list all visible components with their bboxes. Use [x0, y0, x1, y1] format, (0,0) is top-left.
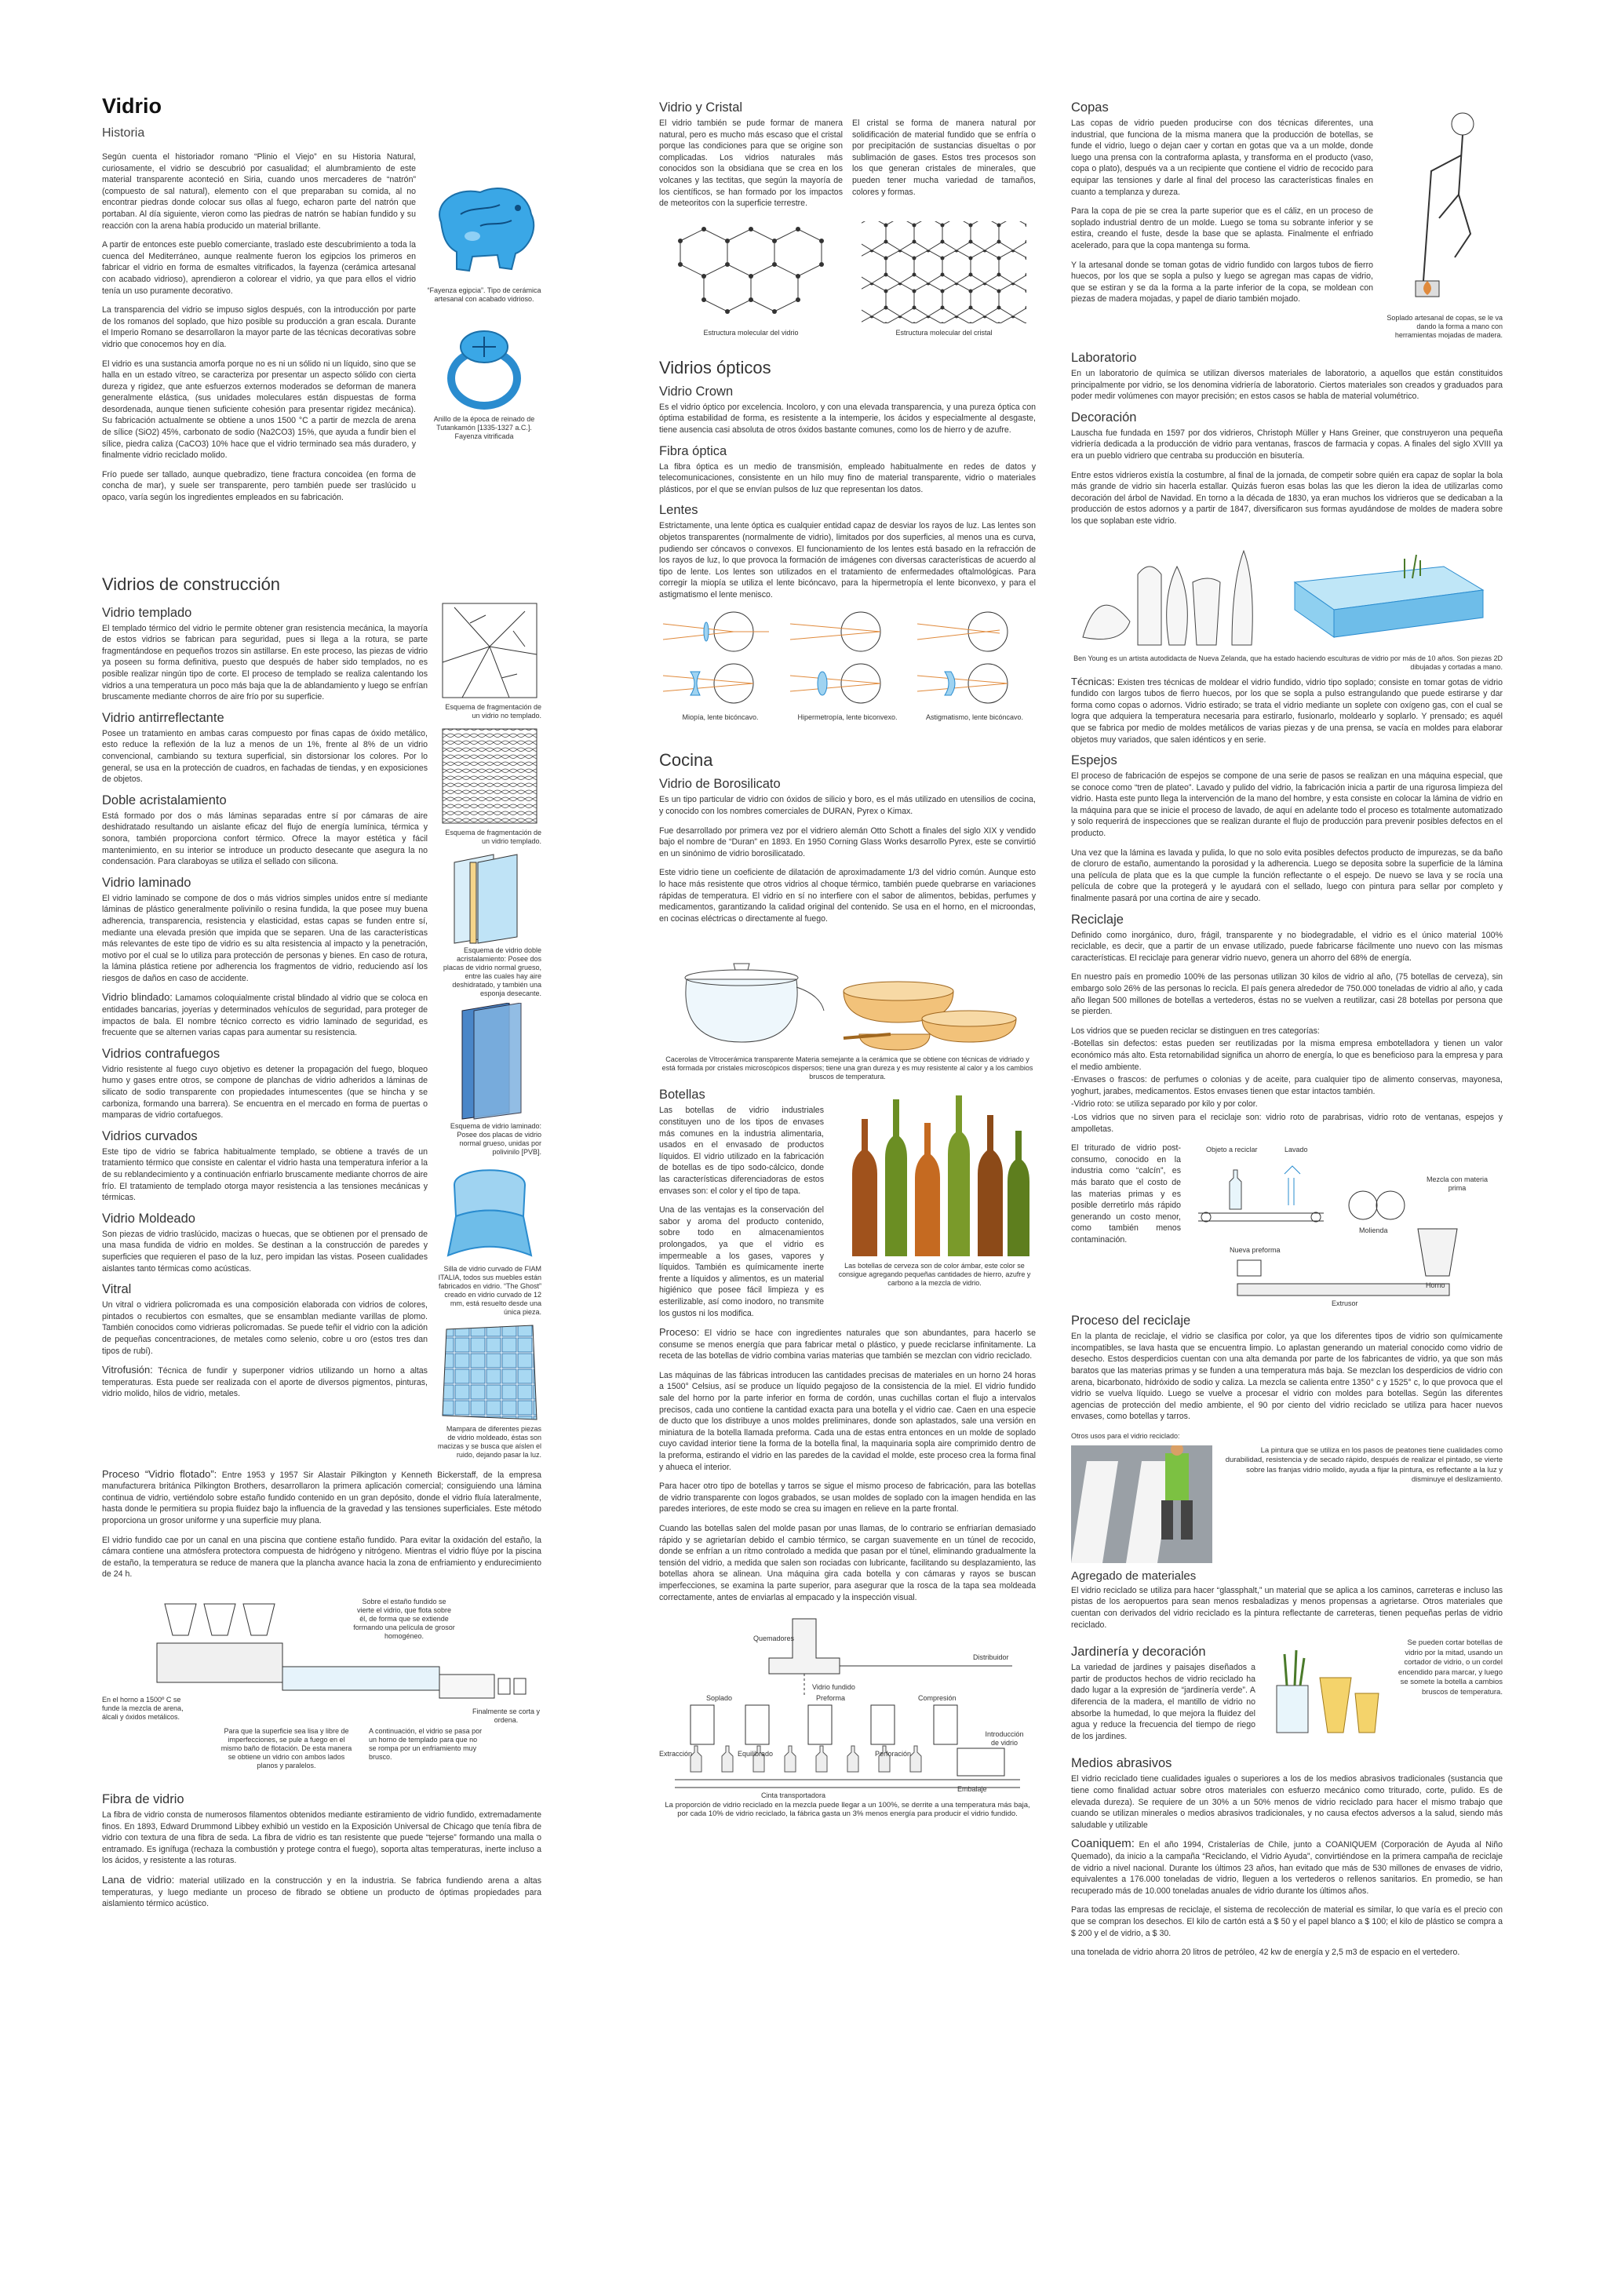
- borosilicate-heading: Vidrio de Borosilicato: [659, 777, 781, 792]
- contrafuegos-text: Vidrio resistente al fuego cuyo objetivo es detener la propagación del fuego, bloqueo humo y gases entre otros, se compone de planchas de vidrio adheridos a láminas de silicato de sodio transparente con propiedades intumescentes (que se hincha y se carboniza, formando una barrera). Se encuentra en el mercado en forma de puertas o mamparas de vidrio cortafuegos.: [102, 1064, 428, 1121]
- caption-bottles: Las botellas de cerveza son de color ámbar, este color se consigue agregando pequeñas cantidades de hierro, azufre y carbono a la mezcla de vidrio.: [838, 1262, 1031, 1288]
- label-washing: Lavado: [1285, 1146, 1308, 1154]
- column-middle: [659, 100, 1036, 1823]
- label-conveyor: Cinta transportadora: [761, 1791, 826, 1800]
- copas-text1: Las copas de vidrio pueden producirse con dos técnicas diferentes, una industrial, que funciona de la misma manera que la producción de botellas, se funde el vidrio, luego o dejan caer y cortan en gotas que va a un molde, donde luego una prensa con la contraforma aplasta, y transforma en el producto (vaso, copa o plato), después va a un recipiente que contiene el vidrio de recocido para equipar las tensiones y darle al final del proceso las características finales en cuanto a templanza y dureza.: [1071, 118, 1373, 197]
- glass-crystal-text-b: El cristal se forma de manera natural por solidificación de material fundido que se enfría o por precipitación de sustancias disueltas o por sublimación de gases. Estos tres procesos son los que generan cristales de minerales, que pueden tener mucha variedad de tamaños, colores y formas.: [852, 118, 1036, 197]
- mirrors-heading: Espejos: [1071, 753, 1117, 768]
- coaniquem-heading: Coaniquem:: [1071, 1837, 1135, 1851]
- process-body: El vidrio se hace con ingredientes naturales que son abundantes, para hacerlo se consume se menos energía que para fabricar metal o plástico, y puede reciclarse infinitamente. La receta de las botellas de vidrio combina varias materias que también se mezclan con vidrio reciclado.: [659, 1328, 1036, 1361]
- label-compression: Compresión: [918, 1694, 957, 1703]
- ghost-chair-illustration: [439, 1161, 541, 1263]
- crown-text: Es el vidrio óptico por excelencia. Incoloro, y con una elevada transparencia, y una pureza óptica con óptima estabilidad de forma, es resistente a la intemperie, los ácidos y especialmente al desgaste, tiene ausencia casi absoluta de otros óxidos bastante comunes, como los de hierro y de azufre.: [659, 402, 1036, 435]
- faience-hippo-illustration: [425, 167, 543, 285]
- float-glass-heading: Proceso “Vidrio flotado”:: [102, 1467, 217, 1480]
- borosilicate-text3: Este vidrio tiene un coeficiente de dilatación de aproximadamente 1/3 del vidrio común. Aunque esto lo hace más resistente que otros vidrios al choque térmico, también puede quebrarse en variaciones rápidas de temperatura. El vidrio en sí no interfiere con el sabor de alimentos, bebidas, perfumes y medicamentos, garantizando la calidad original del contenido. Se usa en el horno, en el microondas, en cocinas eléctricas o directamente al fuego.: [659, 868, 1036, 924]
- caption-fracture2: Esquema de fragmentación de un vidrio templado.: [445, 828, 541, 845]
- blindado-heading: Vidrio blindado:: [102, 991, 173, 1004]
- label-preform: Preforma: [816, 1694, 846, 1703]
- vitral-text: Un vitral o vidriera policromada es una composición elaborada con vidrios de colores, pintados o recubiertos con esmaltes, que se ensamblan mediante varillas de plomo. También conocidos como vidrieras policromadas. Se puede teñir el vidrio con la adición de pequeñas concentraciones, de metales como selenio, cobre u oro (estos tres dan tipos de rubí).: [102, 1300, 428, 1356]
- label-new-preform: Nueva preforma: [1230, 1246, 1281, 1255]
- fracture-untempered-illustration: [439, 600, 541, 702]
- float-label-tin: Sobre el estaño fundido se vierte el vidrio, que flota sobre él, de forma que se extiende formando una película de grosor homogéneo.: [353, 1597, 455, 1640]
- fiberglass-text: La fibra de vidrio consta de numerosos filamentos obtenidos mediante estiramiento de vidrio fundido, extremadamente finos. En 1893, Edward Drummond Libbey exhibió un vestido en la Exposición Universal de Chicago que tenía fibra de vidrio con textura de una fibra de seda. La fibra de vidrio es tan resistente que puede “tejerse” formando una malla o entramado. Es ignífuga (rechaza la combustión y protege contra el fuego), soporta altas temperaturas, inerte incluso a los ácidos, y resistente a las roturas.: [102, 1809, 541, 1866]
- laminated-glass-illustration: [439, 1003, 541, 1121]
- caption-recycled-proportion: La proporción de vidrio reciclado en la mezcla puede llegar a un 100%, se derrite a una temperatura más baja, por cada 10% de vidrio reciclado, la fábrica gasta un 3% menos energía para producir el vidrio fundido.: [665, 1801, 1030, 1819]
- lab-text: En un laboratorio de química se utilizan diversos materiales de laboratorio, a aquellos que están constituidos principalmente por vidrio, se los denomina vidriería de laboratorio. Ciertos materiales son creados y graduados para poder medir volúmenes con mayor precisión; en estos casos se habla de material volumétrico.: [1071, 369, 1503, 402]
- kitchen-heading: Cocina: [659, 750, 713, 771]
- vitral-heading: Vitral: [102, 1282, 132, 1297]
- eye-diagram: [786, 608, 908, 655]
- recycling-drawing: [1190, 1143, 1496, 1307]
- eye-diagram-lens-meniscus: [913, 660, 1035, 707]
- column-left: [102, 94, 541, 1918]
- glassblower-illustration: [1384, 100, 1502, 312]
- label-packaging: Embalaje: [957, 1785, 987, 1794]
- float-glass-text: [102, 1469, 541, 1527]
- float-glass-text2: El vidrio fundido cae por un canal en una piscina que contiene estaño fundido. Para evitar la oxidación del estaño, la cámara contiene una atmósfera protectora compuesta de hidrógeno y nitrógeno. Mientras el vidrio flúye por la piscina de estaño, la temperatura se reduce de manera que la plancha avance hacia la zona de enfriamiento y endurecimiento de 24 h.: [102, 1535, 541, 1580]
- bottles-text1: Las botellas de vidrio industriales constituyen uno de los tipos de envases más comunes en la industria alimentaria, usados en el envasado de productos líquidos. El vidrio utilizado en la fabricación de botellas es de tipo sodo-cálcico, donde las características diferenciadoras de estos envases son: el color y el tipo de tapa.: [659, 1106, 824, 1196]
- recycling-text1: Definido como inorgánico, duro, frágil, transparente y no biodegradable, el vidrio es el único material 100% reciclable, es decir, que a partir de un envase utilizado, puede fabricarse fácilmente uno nuevo con las mismas características. El reciclaje para generar vidrio nuevo, genera un ahorro del 68% de energía.: [1071, 930, 1503, 963]
- caption-ben-young: Ben Young es un artista autodidacta de Nueva Zelanda, que ha estado haciendo esculturas de vidrio por más de 10 años. Son piezas 2D dibujadas y cortadas a mano.: [1073, 654, 1503, 671]
- label-blowing: Soplado: [706, 1694, 733, 1703]
- mirrors-text2: Una vez que la lámina es lavada y pulida, lo que no solo evita posibles defectos producto de impurezas, se da baño de cloruro de estaño, aumentando la porosidad y la adherencia. Luego se deposita sobre la superficie de la lámina una película de plata que es la que cumple la función reflectante o el espejo. De nuevo se lava y se rocía una película de cobre que la protegerá y le ayudará con el sellado, luego con pintura para sellar por completo y finalmente pasará por una cortina de aire y secado.: [1071, 847, 1503, 904]
- glass-crystal-heading: Vidrio y Cristal: [659, 100, 743, 115]
- antirreflectante-text: Posee un tratamiento en ambas caras compuesto por finas capas de óxido metálico, esto reduce la reflexión de la luz a menos de un 1%, frente al 8% de un vidrio convencional, cambiando su textura superficial, sin distorsionar los colores. Por lo general, se usa en la protección de cuadros, en fachadas de tiendas, y en exposiciones de objetos.: [102, 728, 428, 785]
- glass-wool-body: material utilizado en la construcción y en la industria. Se fabrica fundiendo arena a altas temperaturas, y luego mediante un proceso de fibrado se obtiene un producto de óptimas propiedades para aislamiento térmico acústico.: [102, 1875, 541, 1909]
- process-text2: Las máquinas de las fábricas introducen las cantidades precisas de materiales en un horno 24 horas a 1500° Celsius, así se produce un líquido pegajoso de la consistencia de la miel. El vidrio fundido sale del horno por la parte inferior en forma de cordón, unas cuchillas cortan el flujo a intervalos precisos, cada uno contiene la cantidad exacta para una botella y el vidrio cae. Caen en una especie de ducto que los distribuye a unos moldes preliminares, donde son aplastados, sale una versión en miniatura de la botella llamada preforma. Cada una de estas entra entonces en un molde de soplado cuyo cavidad interior tiene la forma de la botella final, la maquinaria sopla aire comprimido dentro de la preforma, estirando el vidrio en las paredes de la cavidad el molde, este proceso crea la forma final y ahueca el interior.: [659, 1370, 1036, 1472]
- pedestrian-paint-caption: La pintura que se utiliza en los pasos de peatones tiene cualidades como durabilidad, resistencia y de secado rápido, después de realizar el pintado, se vierte sobre las franjas vidrio molido, ayuda a fijar la pintura, es reflectante a la luz y disminuye el deslizamiento.: [1225, 1445, 1503, 1485]
- vitrofusion-body: Técnica de fundir y superponer vidrios utilizando un horno a altas temperaturas. Esta puede ser realizada con el aporte de diversos pigmentos, pinturas, vidrio molido, hilos de vidrio, metales.: [102, 1366, 428, 1399]
- eye-diagrams: [659, 608, 1036, 727]
- bottle-cut-caption: Se pueden cortar botellas de vidrio por la mitad, usando un cortador de vidrio, o un cordel encendido para marcar, y luego se somete la botella a cambios bruscos de temperatura.: [1397, 1638, 1503, 1696]
- recycling-heading: Reciclaje: [1071, 912, 1124, 927]
- borosilicate-text2: Fue desarrollado por primera vez por el vidriero alemán Otto Schott a finales del siglo XIX y vendido bajo el nombre de “Duran” en 1893. En 1950 Corning Glass Works desarrollo Pyrex, este se convirtió en un sinónimo de vidrio borosilicatado.: [659, 825, 1036, 858]
- blindado-text: [102, 992, 428, 1038]
- blindado-body: Lamamos coloquialmente cristal blindado al vidrio que se coloca en entidades bancarias, joyerías y determinados vehículos de seguridad, para proteger de impactos de bala. El nombre técnico correcto es vidrio laminado de seguridad, es frecuente que se alternen varias capas para aumentar su resistencia.: [102, 993, 428, 1038]
- copas-text3: Y la artesanal donde se toman gotas de vidrio fundido con largos tubos de fierro huecos, por los que se sopla a pulso y luego se agregan mas capas de vidrio, que se estiran y se da la forma a la parte inferior de la copa, se moldean con piezas de madera mojadas, y papel de diario también mojado.: [1071, 260, 1373, 304]
- fiberglass-heading: Fibra de vidrio: [102, 1791, 184, 1806]
- moldeado-text: Son piezas de vidrio traslúcido, macizas o huecas, que se obtienen por el prensado de una masa fundida de vidrio en moldes. Se destinan a la construcción de paredes y superficies que requieren el paso de la luz, pero impidan las vistas. Poseen cualidades aislantes tanto térmicas como acústicas.: [102, 1229, 428, 1274]
- label-extraction: Extracción: [659, 1750, 693, 1758]
- crown-heading: Vidrio Crown: [659, 384, 734, 399]
- cullet-text: El triturado de vidrio post-consumo, conocido en la industria como “calcín”, es más barato que el costo de las materias primas y es posible derretirlo más rápido generando un costo menor, como también menos contaminación.: [1071, 1143, 1181, 1245]
- savings-text: una tonelada de vidrio ahorra 20 litros de petróleo, 42 kw de energía y 2,5 m3 de espacio en el vertedero.: [1071, 1948, 1460, 1958]
- glass-sculptures-illustration: [1075, 535, 1499, 653]
- history-paragraph: Según cuenta el historiador romano “Plinio el Viejo” en su Historia Natural, curiosamente, el vidrio se descubrió por casualidad; el alumbramiento de este material transparente aconteció en Siria, cuando unos mercaderes de “natrón” (compuesto de sal natural), elemento con el que preparaban su comida, al no encontrar piedras donde colocar sus ollas al fuego, echaron parte del natrón que portaban. Al día siguiente, vieron como las piedras de natrón se habían fundido y su reacción con la arena había producido un material brillante.: [102, 152, 416, 231]
- bottles-heading: Botellas: [659, 1088, 705, 1102]
- laminado-heading: Vidrio laminado: [102, 875, 191, 890]
- techniques-heading: Técnicas:: [1071, 675, 1115, 687]
- recycling-text4: -Botellas sin defectos: estas pueden ser reutilizadas por la misma empresa embotelladora y tienen un valor económico más alto. Esta retornabilidad significa un ahorro de energía, lo que es beneficioso para la empresa y para el medio ambiente.: [1071, 1039, 1503, 1072]
- recycling-process-text: En la planta de reciclaje, el vidrio se clasifica por color, ya que los diferentes tipos de vidrio son químicamente incompatibles, se lava hasta que se encuentra limpio. Lo aplastan generando un material conocido como vidrio de desecho. Estos desperdicios cuentan con una alta demanda por parte de los fabricantes de vidrio, ya que son más baratos que las materias primas y se funden a una temperatura más baja. Se mezclan los desperdicios de vidrio con arena, bicarbonato, hidróxido de sodio y caliza. La mezcla se calienta entre 1350° c y 1525° c, lo que provoca que el vidrio se vuelva líquido. Luego se vuelve a procesar el vidrio con moldes para botellas. Según las diferentes agencias de protección del medio ambiente, el 90 por ciento del vidrio reciclado se utiliza para hacer nuevos envases, como botellas y tarros.: [1071, 1332, 1503, 1422]
- label-distributor: Distribuidor: [973, 1653, 1009, 1662]
- cullet-block: [1071, 1143, 1503, 1307]
- gardening-heading: Jardinería y decoración: [1071, 1645, 1206, 1660]
- history-paragraph: Frío puede ser tallado, aunque quebradizo, tiene fractura concoidea (en forma de concha de mar), y suele ser transparente, pero también puede ser traslúcido u opaco, varía según los ingredientes empleados en su fabricación.: [102, 469, 416, 503]
- glass-wool-heading: Lana de vidrio:: [102, 1873, 175, 1886]
- glass-molecule-illustration: [665, 217, 837, 327]
- techniques-text: [1071, 676, 1503, 746]
- recycling-text6: -Vidrio roto: se utiliza separado por kilo y por color.: [1071, 1099, 1258, 1110]
- recycling-text5: -Envases o frascos: de perfumes o colonias y de aceite, para cualquier tipo de alimento conservas, mayonesa, yoghurt, jarabes, medicamentos. Estos envases tienen que estar intactos también.: [1071, 1075, 1503, 1096]
- caption-glass-block: Mampara de diferentes piezas de vidrio moldeado, éstas son macizas y se busca que aíslen el ruido, dejando pasar la luz.: [437, 1424, 541, 1459]
- aggregate-block: [1071, 1430, 1503, 1585]
- laminado-text: El vidrio laminado se compone de dos o más vidrios simples unidos entre sí mediante láminas de plástico generalmente polivinilo o resina fundida, la que posee muy buena adherencia, transparencia, resistencia y elasticidad, estas capas se funden entre sí, mediante una elevada presión que impida que se separen. Una de las características más relevantes de este tipo de vidrio es su alta resistencia al impacto y la penetración, motivo por el cual se lo utiliza para protección de personas y bienes. En caso de rotura, la lámina plástica retiene por adherencia los fragmentos de vidrio, reduciendo así los riesgos de daños en caso de accidente.: [102, 893, 428, 983]
- mirrors-text1: El proceso de fabricación de espejos se compone de una serie de pasos se realizan en una máquina especial, que se conoce como “tren de plateo”. Lavado y pulido del vidrio, la fabricación inicia a partir de una rigurosa limpieza del vidrio. Hasta este punto llega la intervención de la mano del hombre, y esta consiste en colocar la lámina de vidrio en la máquina para que se inicie el proceso de lavado, de aquí en adelante todo el proceso es totalmente automatizado y solo requerirá de inspecciones que se realizan durante el flujo de producción para prevenir posibles defectos en el producto.: [1071, 771, 1503, 839]
- double-glazing-illustration: [439, 851, 541, 945]
- history-paragraph: La transparencia del vidrio se impuso siglos después, con la introducción por parte de los romanos del soplado, que hizo posible su producción a gran escala. Durante el Imperio Romano se desarrollaron la mayor parte de las técnicas decorativas sobre vidrio que conocemos hoy en día.: [102, 305, 416, 349]
- lab-heading: Laboratorio: [1071, 351, 1137, 365]
- copas-block: [1071, 100, 1503, 344]
- fracture-tempered-illustration: [439, 725, 541, 827]
- history-paragraph: El vidrio es una sustancia amorfa porque no es ni un sólido ni un líquido, sino que se halla en un estado vítreo, se caracteriza por presentar un aspecto sólido con cierta dureza y rigidez, que ante esfuerzos externos moderados se deforman de manera generalmente elástica, (sus unidades moleculares están dispuestas de forma desordenada, aunque tienen suficiente cohesión para presentar rigidez mecánica). Su fabricación actualmente se obtiene a unos 1500 °C a partir de mezcla de arena de sílice (SiO2) 45%, carbonato de sodio (Na2CO3) 15%, que ayuda a fundir bien el sílice, piedra caliza (CaCO3) 10% hace que el vidrio terminado sea más duradero, y finalmente vidrio reciclado molido.: [102, 359, 416, 461]
- copas-text2: Para la copa de pie se crea la parte superior que es el cáliz, en un proceso de soplado industrial dentro de un molde. Luego se toma su sobrante inferior y se estira, creando el fuste, desde la base que se aplasta. Finalmente el enfriado acelerado, para que la copa mantenga su forma.: [1071, 206, 1373, 250]
- eye-diagram: [659, 608, 781, 655]
- bottles-illustration: [836, 1088, 1033, 1260]
- caption-glass-molecule: Estructura molecular del vidrio: [703, 328, 799, 337]
- techniques-body: Existen tres técnicas de moldear el vidrio fundido, vidrio tipo soplado; consiste en tomar gotas de vidrio fundido con largos tubos de fierro huecos, por los que se sopla a pulso estrangulando que puede estirarse y dar forma como copas o adornos. Vidrio estirado; se trata el vidrio mediante un soplete con oxígeno gas, con el cual se logra que adquiera la temperatura necesaria para estirarlo, fusionarlo, moldearlo y soplarlo. Y prensado; es aquél que se fabrica por medio de moldes metálicos de varias piezas y de una prensa, se vacía en moldes para elaborar objetos muy variados, que salen idénticos y en serie.: [1071, 677, 1503, 745]
- curvados-text: Este tipo de vidrio se fabrica habitualmente templado, se obtiene a través de un tratamiento térmico que consiste en calentar el vidrio hasta una temperatura inferior a la de su reblandecimiento y a continuación enfriarlo bruscamente mediante chorros de aire frío. El tratamiento de templado otorga mayor resistencia a las tensiones mecánicas y térmicas.: [102, 1146, 428, 1203]
- abrasives-heading: Medios abrasivos: [1071, 1756, 1172, 1771]
- float-label-temper: A continuación, el vidrio se pasa por un horno de templado para que no se rompa por un enfriamiento muy brusco.: [369, 1726, 483, 1761]
- process-text4: Cuando las botellas salen del molde pasan por unas llamas, de lo contrario se enfriarían demasiado rápido y se agrietarían debido el cambio térmico, se cargan suavemente en un túnel de recocido, donde se enfrían a un ritmo controlado a medida que pasan por el túnel, eliminando gradualmente la tensión del vidrio, a medida que salen son rociadas con lubricante, facilitando su desplazamiento, las botellas ahora se alinean. Una máquina gira cada botella y con cámaras y rayos se buscan imperfecciones, se examina la parte superior, para asegurar que la rosca de la tapa sea moldeada correctamente, antes de enviarlas al empacado y la inspección visual.: [659, 1524, 1036, 1602]
- caption-double-glazing: Esquema de vidrio doble acristalamiento: Posee dos placas de vidrio normal grueso, entre las cuales hay aire deshidratado, y también una esponja desecante.: [443, 946, 541, 997]
- caption-ring: Anillo de la época de reinado de Tutankamón [1335-1327 a.C.]. Fayenza vitrificada: [433, 415, 535, 440]
- caption-cookware: Cacerolas de Vitrocerámica transparente Materia semejante a la cerámica que se obtiene con técnicas de vidriado y está formada por cristales microscópicos dispersos; tiene una gran dureza y es muy resistente al calor y a los cambios bruscos de temperatura.: [661, 1055, 1033, 1081]
- gardening-text: La variedad de jardines y paisajes diseñados a partir de productos hechos de vidrio reciclado ha dado lugar a la expresión de “jardinería verde”. A diferencia de la madera, el mantillo de vidrio no absorbe la humedad, lo que mejora la fluidez del agua y reduce la frecuencia del tiempo de riego de los jardines.: [1071, 1663, 1255, 1741]
- float-process-diagram: [102, 1588, 541, 1769]
- column-right: [1071, 100, 1503, 1966]
- eye-diagram-lens-concave: [659, 660, 781, 707]
- label-molten-glass: Vidrio fundido: [812, 1683, 855, 1692]
- decoration-text1: Lauscha fue fundada en 1597 por dos vidrieros, Christoph Müller y Hans Greiner, que construyeron una pequeña vidriería dedicada a la producción de vidrio para ventanas, frascos de farmacia y copas. A finales del siglo XVIII ya era un pueblo vidriero que centraba su producción en bisutería.: [1071, 428, 1503, 461]
- crystal-molecule-illustration: [858, 217, 1030, 327]
- process-text: [659, 1327, 1036, 1362]
- gardening-block: [1071, 1638, 1503, 1750]
- other-uses-label: Otros usos para el vidrio reciclado:: [1071, 1431, 1180, 1440]
- aggregate-heading: Agregado de materiales: [1071, 1569, 1197, 1583]
- construction-block: [102, 600, 541, 1464]
- recycling-text3: Los vidrios que se pueden reciclar se distinguen en tres categorías:: [1071, 1026, 1320, 1036]
- caption-crystal-molecule: Estructura molecular del cristal: [895, 328, 993, 337]
- doble-text: Está formado por dos o más láminas separadas entre sí por cámaras de aire deshidratado resultando un aislante eficaz del flujo de energía lumínica, térmica y sonora, también proporciona confort térmico. Ofrece la mayor estética y fácil mantenimiento, en su interior se introduce un producto desecante que asegura la no condensación. Para claraboyas se utiliza el sellado con silicona.: [102, 811, 428, 867]
- companies-text: Para todas las empresas de reciclaje, el sistema de recolección de material es similar, lo que varía es el precio con que se compran los desechos. El kilo de cartón está a $ 50 y el papel blanco a $ 100; el kilo de plástico se compra a $ 200 y el de vidrio, a $ 30.: [1071, 1905, 1503, 1938]
- recycling-diagram: [1190, 1143, 1503, 1307]
- caption-laminated: Esquema de vidrio laminado: Posee dos placas de vidrio normal grueso, unidas por polivinilo [PVB].: [450, 1121, 541, 1156]
- glass-block-wall-illustration: [439, 1321, 541, 1423]
- molecular-structures: [659, 217, 1036, 342]
- borosilicate-text1: Es un tipo particular de vidrio con óxidos de silicio y boro, es el más utilizado en utensilios de cocina, y conocido con los nombres comerciales de DURAN, Pyrex o Kimax.: [659, 795, 1036, 817]
- float-label-furnace: En el horno a 1500º C se funde la mezcla de arena, álcali y óxidos metálicos.: [102, 1695, 184, 1721]
- label-balancing: Equilibrado: [738, 1750, 774, 1758]
- aggregate-text: El vidrio reciclado se utiliza para hacer “glassphalt,” un material que se aplica a los caminos, carreteras e incluso las pistas de los aeropuertos para sean menos resbaladizas y menos propensas a agrietarse. Otros materiales que cuentan con derivados del vidrio reciclado es la pintura reflectante de carreteras, tienen pequeñas perlas de vidrio reciclado.: [1071, 1585, 1503, 1630]
- vitrofusion-text: [102, 1365, 428, 1400]
- process-text3: Para hacer otro tipo de botellas y tarros se sigue el mismo proceso de fabricación, para las botellas de vidrio transparente con logos grabados, se usan moldes de soplado con la imagen hendida en las paredes interiores, de este modo se crea su imagen en relieve en la parte frontal.: [659, 1481, 1036, 1514]
- eye-diagram: [913, 608, 1035, 655]
- eye-diagram-lens-convex: [786, 660, 908, 707]
- cookware-illustration: [663, 932, 1032, 1054]
- contrafuegos-heading: Vidrios contrafuegos: [102, 1046, 220, 1061]
- caption-ghost-chair: Silla de vidrio curvado de FIAM ITALIA, todos sus muebles están fabricados en vidrio. “The Ghost” creado en vidrio curvado de 12 mm, está resuelto desde una única pieza.: [438, 1264, 541, 1316]
- history-block: [102, 151, 541, 512]
- history-heading: Historia: [102, 126, 145, 140]
- bottle-production-drawing: [659, 1611, 1036, 1799]
- glass-crystal-text-a: El vidrio también se pude formar de manera natural, pero es mucho más escaso que el cristal porque las condiciones para que se origine son complicadas. Los vidrios naturales más conocidos son la obsidiana que se crea en los volcanes y las tectitas, que según la mayoría de los científicos, se han formado por los impactos de meteoritos con la superficie terrestre.: [659, 118, 843, 209]
- glass-wool-text: [102, 1875, 541, 1910]
- float-label-polish: Para que la superficie sea lisa y libre de imperfecciones, se pule a fuego en el mismo baño de flotación. De esta manera se obtiene un vidrio con ambos lados planos y paralelos.: [220, 1726, 352, 1769]
- templado-heading: Vidrio templado: [102, 605, 192, 620]
- caption-astigmatism: Astigmatismo, lente bicóncavo.: [925, 713, 1024, 722]
- moldeado-heading: Vidrio Moldeado: [102, 1211, 195, 1226]
- page-title: Vidrio: [102, 94, 162, 118]
- vitrofusion-heading: Vitrofusión:: [102, 1364, 153, 1376]
- label-extruder: Extrusor: [1332, 1299, 1358, 1308]
- scarab-ring-illustration: [437, 319, 531, 414]
- recycling-process-heading: Proceso del reciclaje: [1071, 1314, 1191, 1328]
- construction-heading: Vidrios de construcción: [102, 574, 281, 594]
- optical-heading: Vidrios ópticos: [659, 357, 771, 377]
- caption-hyperopia: Hipermetropía, lente biconvexo.: [797, 713, 898, 722]
- process-heading: Proceso:: [659, 1326, 700, 1339]
- caption-faience: “Fayenza egipcia”. Tipo de cerámica artesanal con acabado vidrioso.: [427, 286, 541, 303]
- label-mix: Mezcla con materia prima: [1426, 1175, 1489, 1193]
- label-perforation: Perforación: [875, 1750, 912, 1758]
- recycling-text7: -Los vidrios que no sirven para el reciclaje son: vidrio roto de parabrisas, vidrio roto de ventanas, espejos y ampolletas.: [1071, 1112, 1503, 1134]
- lenses-heading: Lentes: [659, 503, 698, 518]
- bottles-block: [659, 1088, 1036, 1327]
- coaniquem-text: [1071, 1839, 1503, 1897]
- decoration-heading: Decoración: [1071, 410, 1137, 425]
- optical-fiber-heading: Fibra óptica: [659, 443, 727, 458]
- road-painting-illustration: [1071, 1445, 1212, 1563]
- copas-heading: Copas: [1071, 100, 1109, 115]
- label-burners: Quemadores: [753, 1635, 795, 1643]
- optical-fiber-text: La fibra óptica es un medio de transmisión, empleado habitualmente en redes de datos y telecomunicaciones, consistente en un hilo muy fino de material transparente, vidrio o materiales plásticos, por el que se envían pulsos de luz que representan los datos.: [659, 461, 1036, 494]
- templado-text: El templado térmico del vidrio le permite obtener gran resistencia mecánica, la mayoría de estos vidrios se fabrican para seguridad, pues si llega a la rotura, se parte fragmentándose en pequeños trozos sin astillarse. En este proceso, las piezas de vidrio ya poseen su forma definitiva, puesto que después de haber sido templados, no es posible realizar ningún tipo de corte. El proceso de templado se realiza calentando los vidrios a una temperatura un poco más baja que la de ablandamiento y luego se enfrían bruscamente mediante chorros de aire frío por su superficie.: [102, 623, 428, 702]
- bottle-planters-illustration: [1265, 1638, 1383, 1740]
- decoration-text2: Entre estos vidrieros existía la costumbre, al final de la jornada, de competir sobre quién era capaz de soplar la bola más grande de vidrio sin hacerla estallar. Quizás fueron esas bolas las que les dieron la idea de utilizarlas como decoración del árbol de Navidad. En torno a la década de 1830, ya eran muchos los vidrieros que se dedicaban a la producción de estos adornos y a partir de 1847, diversificaron sus formas ayudándose de moldes de madera sobre los que soplaban este vidrio.: [1071, 470, 1503, 526]
- float-label-cut: Finalmente se corta y ordena.: [472, 1707, 541, 1724]
- history-paragraph: A partir de entonces este pueblo comerciante, traslado este descubrimiento a toda la cuenca del Mediterráneo, aunque realmente fueron los egipcios los primeros en fabricar el vidrio en forma de esmaltes vitrificados, la fayenza (cerámica artesanal con acabado vidrioso), aprendieron a colorear el vidrio, ya que para ellos el vidrio tenía un uso puramente decorativo.: [102, 240, 416, 296]
- label-oven: Horno: [1426, 1281, 1445, 1290]
- recycling-text2: En nuestro país en promedio 100% de las personas utilizan 30 kilos de vidrio al año, (75 botellas de cerveza), sin embargo solo 26% de las personas lo recicla. El país genera alrededor de 750.000 toneladas de vidrio al año, y cada año llegan 500 millones de botellas a vertederos, éstas no se vuelven a reutilizar, casi 28 botellas por persona que se pierden.: [1071, 972, 1503, 1017]
- coaniquem-body: En el año 1994, Cristalerías de Chile, junto a COANIQUEM (Corporación de Ayuda al Niño Quemado), da inicio a la campaña “Reciclando, el Vidrio Ayuda”, convirtiéndose en la primera campaña de reciclaje de vidrio a nivel nacional. Durante los últimos 23 años, han evitado que más de 530 millones de envases de vidrio, equivalentes a 176.000 toneladas de vidrio, lleguen a los vertederos o rellenos sanitarios. En promedio, se han recuperado más de 10.000 toneladas anuales de vidrio durante los últimos años.: [1071, 1840, 1503, 1896]
- lenses-text: Estrictamente, una lente óptica es cualquier entidad capaz de desviar los rayos de luz. Las lentes son objetos transparentes (normalmente de vidrio), limitados por dos superficies, al menos una es curva, pudiendo ser cóncavos o convexos. El funcionamiento de los lentes está basado en la refracción de los rayos de luz, lo que provoca la formación de imágenes con diversas características de acuerdo al tipo de lente. Los lentes son utilizados en el tratamiento de enfermedades oftalmológicas. Para corregir la miopía se utiliza el lente bicóncavo, para la hipermetropía el lente biconvexo, y para el astigmatismo el lente menisco.: [659, 521, 1036, 600]
- float-glass-body: Entre 1953 y 1957 Sir Alastair Pilkington y Kenneth Bickerstaff, de la empresa manufacturera británica Pilkington Brothers, desarrollaron la primera aplicación comercial; consiguiendo una lámina continua de vidrio, vertiéndolo sobre estaño fundido contenido en un gran depósito, donde el vidrio fluía lateralmente, hasta donde le permitiera su propia fluidez bajo la influencia de la gravedad y las tensiones superficiales. Este método proporciona un grosor uniforme y una superficie muy plana.: [102, 1470, 542, 1525]
- curvados-heading: Vidrios curvados: [102, 1128, 198, 1143]
- doble-heading: Doble acristalamiento: [102, 793, 227, 807]
- bottle-production-diagram: [659, 1611, 1036, 1799]
- caption-glassblowing: Soplado artesanal de copas, se le va dando la forma a mano con herramientas mojadas de madera.: [1387, 314, 1503, 339]
- label-glass-intro: Introducción de vidrio: [985, 1730, 1024, 1748]
- glass-crystal-block: [659, 118, 1036, 217]
- caption-fracture1: Esquema de fragmentación de un vidrio no templado.: [445, 702, 541, 720]
- abrasives-text: El vidrio reciclado tiene cualidades iguales o superiores a los de los medios abrasivos tradicionales (sustancia que tiene como finalidad actuar sobre otros materiales con esfuerzo mecánico como triturado, corte, pulido. Es de elevada dureza). Se requiere de un 30% a un 50% menos de vidrio reciclado para hacer el mismo trabajo que cuando se utilizan minerales o medios abrasivos tradicionales, y no causa efectos adversos a la salud, siendo más saludable y utilizable: [1071, 1774, 1503, 1830]
- label-object-to-recycle: Objeto a reciclar: [1206, 1146, 1258, 1154]
- bottles-text2: Una de las ventajas es la conservación del sabor y aroma del producto contenido, sobre todo en almacenamientos prolongados, ya que el vidrio es impermeable a los gases, vapores y líquidos. También es químicamente inerte frente a líquidos y alimentos, es un material higiénico que posee fácil limpieza y es esterilizable, así como inodoro, no transmite los gustos ni los modifica.: [659, 1205, 824, 1318]
- caption-myopia: Miopía, lente bicóncavo.: [682, 713, 759, 722]
- label-grinding: Molienda: [1359, 1226, 1388, 1235]
- antirreflectante-heading: Vidrio antirreflectante: [102, 710, 224, 725]
